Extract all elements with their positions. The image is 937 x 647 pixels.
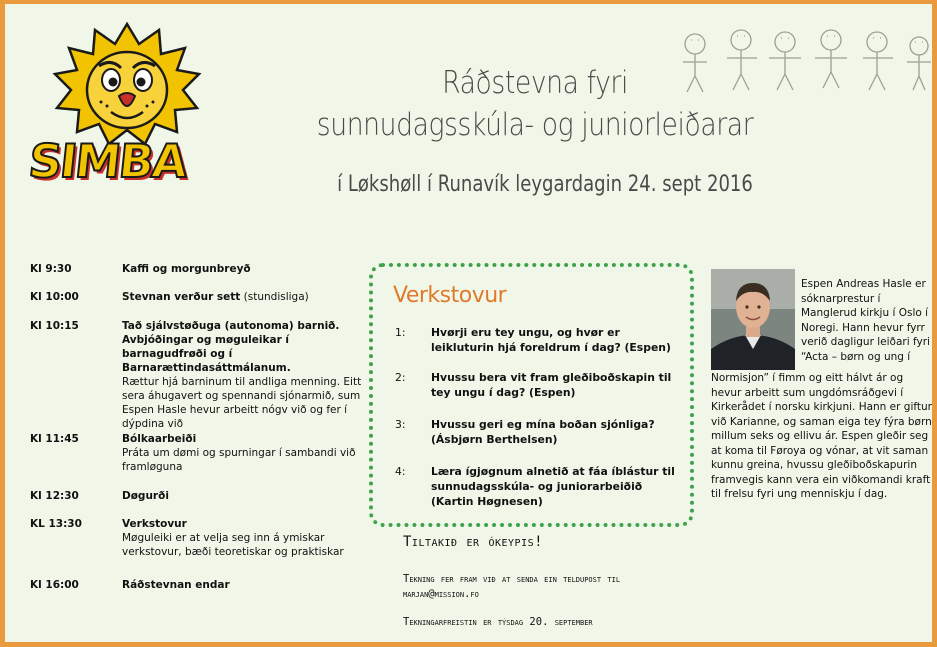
page-subtitle: í Løkshøll í Runavík leygardagin 24. sept 2016 bbox=[337, 172, 753, 197]
title-line-2: sunnudagsskúla- og juniorleiðarar bbox=[316, 107, 754, 143]
schedule-time: Kl 11:45 bbox=[30, 433, 79, 445]
schedule-time: Kl 16:00 bbox=[30, 579, 79, 591]
page-title bbox=[294, 62, 776, 146]
workshop-box bbox=[369, 263, 694, 527]
lion-icon bbox=[27, 18, 227, 148]
schedule-heading: Bólkaarbeiði bbox=[122, 433, 197, 445]
workshop-number: 1: bbox=[395, 326, 406, 339]
schedule-time: Kl 9:30 bbox=[30, 263, 72, 275]
workshop-title: Verkstovur bbox=[393, 283, 507, 308]
free-admission-text: Tiltakið er ókeypis! bbox=[403, 534, 544, 550]
workshop-text: Hvussu bera vit fram gleðiboðskapin til tey ungu í dag? (Espen) bbox=[431, 371, 672, 399]
workshop-number: 2: bbox=[395, 371, 406, 384]
schedule-heading: Stevnan verður sett bbox=[122, 291, 241, 303]
schedule-heading: Kaffi og morgunbreyð bbox=[122, 263, 251, 275]
workshop-text: Læra ígjøgnum alnetið at fáa íblástur til sunnudagsskúla- og juniorarbeiðið (Kartin Høgnesen) bbox=[431, 465, 675, 508]
schedule-heading-note: (stundisliga) bbox=[240, 291, 309, 303]
schedule-time: Kl 10:00 bbox=[30, 291, 79, 303]
schedule-time: Kl 12:30 bbox=[30, 490, 79, 502]
schedule-description: Rættur hjá barninum til andliga menning. Eitt sera áhugavert og spennandi sjónarmið, sum Espen Hasle hevur arbeitt nógv við og fer í dýpdina við bbox=[122, 376, 362, 430]
schedule-heading: Tað sjálvstøðuga (autonoma) barnið. Avbjóðingar og møguleikar í barnagudfrøði og í Barnarættindasáttmálanum. bbox=[122, 320, 340, 374]
speaker-bio-bottom: Normisjon” í fimm og eitt hálvt ár og hevur arbeitt sum ungdómsráðgevi í Kirkerådet í norsku kirkjuni. Hann er giftur við Karianne, og saman eiga tey fýra børn millum seks og ellivu ár. Espen gleðir seg at koma til Føroya og vónar, at vit saman kunnu greina, hvussu gleðiboðskapurin framvegis kann vera ein viðkomandi kraft til frelsu fyri ung menniskju í dag. bbox=[711, 372, 932, 500]
simba-logo bbox=[26, 18, 227, 188]
workshop-number: 3: bbox=[395, 418, 406, 431]
person-photo-icon bbox=[711, 269, 795, 370]
logo-text: SIMBA bbox=[26, 134, 189, 188]
schedule-heading: Døgurði bbox=[122, 490, 169, 502]
workshop-text: Hvussu geri eg mína boðan sjónliga? (Ásbjørn Berthelsen) bbox=[431, 418, 655, 446]
schedule-heading: Ráðstevnan endar bbox=[122, 579, 230, 591]
title-line-1: Ráðstevna fyri bbox=[442, 65, 628, 101]
speaker-photo bbox=[711, 269, 795, 370]
schedule-heading: Verkstovur bbox=[122, 518, 187, 530]
schedule-description: Práta um dømi og spurningar í sambandi við framløguna bbox=[122, 447, 356, 473]
registration-text: Tekning fer fram við at senda ein teldupost til marjan@mission.fo bbox=[403, 573, 621, 600]
speaker-bio-top: Espen Andreas Hasle er sóknarprestur í Manglerud kirkju í Oslo í Noregi. Hann hevur fyrr verið dagligur leiðari fyri “Acta – børn og ung í bbox=[801, 278, 930, 363]
workshop-text: Hvørji eru tey ungu, og hvør er leikluturin hjá foreldrum í dag? (Espen) bbox=[431, 326, 671, 354]
deadline-text: Tekningarfreistin er týsdag 20. september bbox=[403, 616, 593, 628]
workshop-number: 4: bbox=[395, 465, 406, 478]
schedule-description: Møguleiki er at velja seg inn á ymiskar verkstovur, bæði teoretiskar og praktiskar bbox=[122, 532, 344, 558]
schedule-time: KL 13:30 bbox=[30, 518, 82, 530]
schedule-time: Kl 10:15 bbox=[30, 320, 79, 332]
